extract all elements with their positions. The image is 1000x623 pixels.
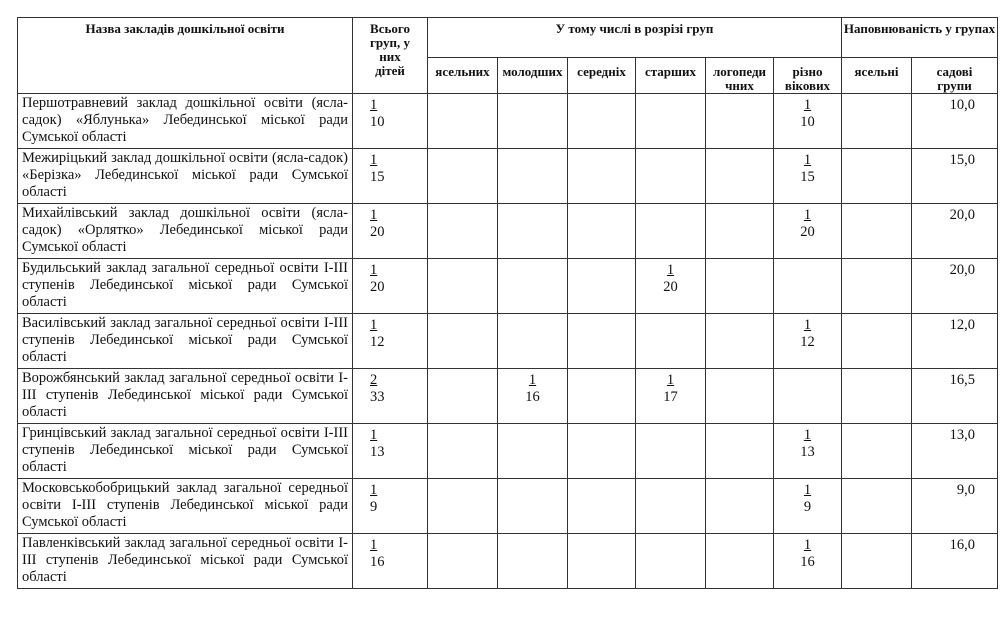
institution-name: Першотравневий заклад дошкільної освіти (ясла-садок) «Яблунька» Лебединської міської ради Сумської області — [18, 94, 353, 149]
institution-name: Василівський заклад загальної середньої освіти І-ІІІ ступенів Лебединської міської ради Сумської області — [18, 314, 353, 369]
fill-nursery-cell — [842, 149, 912, 204]
middle-cell — [568, 204, 636, 259]
speech-cell — [706, 94, 774, 149]
fill-nursery-cell — [842, 369, 912, 424]
mixed-age-cell — [774, 369, 842, 424]
fill-nursery-cell — [842, 534, 912, 589]
younger-cell — [498, 314, 568, 369]
younger-cell — [498, 424, 568, 479]
table-row — [18, 314, 998, 369]
fill-nursery-cell — [842, 204, 912, 259]
older-cell — [636, 479, 706, 534]
table-row — [18, 204, 998, 259]
younger-cell — [498, 94, 568, 149]
table-row — [18, 424, 998, 479]
table-row — [18, 94, 998, 149]
total-cell: 2 33 — [353, 369, 428, 424]
fill-nursery-cell — [842, 259, 912, 314]
nursery-cell — [428, 149, 498, 204]
table-row — [18, 369, 998, 424]
fill-nursery-cell — [842, 314, 912, 369]
speech-cell — [706, 479, 774, 534]
nursery-cell — [428, 424, 498, 479]
older-cell — [636, 424, 706, 479]
fill-kindergarten-cell: 20,0 — [912, 259, 998, 314]
preschool-groups-table — [17, 17, 998, 589]
header-younger: молодших — [498, 58, 568, 94]
mixed-age-cell: 1 20 — [774, 204, 842, 259]
mixed-age-cell: 1 10 — [774, 94, 842, 149]
mixed-age-cell: 1 16 — [774, 534, 842, 589]
total-cell: 1 20 — [353, 259, 428, 314]
middle-cell — [568, 534, 636, 589]
nursery-cell — [428, 479, 498, 534]
speech-cell — [706, 204, 774, 259]
fill-kindergarten-cell: 20,0 — [912, 204, 998, 259]
speech-cell — [706, 314, 774, 369]
younger-cell: 1 16 — [498, 369, 568, 424]
speech-cell — [706, 534, 774, 589]
younger-cell — [498, 534, 568, 589]
fill-nursery-cell — [842, 424, 912, 479]
middle-cell — [568, 479, 636, 534]
nursery-cell — [428, 94, 498, 149]
older-cell — [636, 94, 706, 149]
fill-kindergarten-cell: 16,5 — [912, 369, 998, 424]
header-name: Назва закладів дошкільної освіти — [18, 18, 353, 94]
fill-kindergarten-cell: 13,0 — [912, 424, 998, 479]
middle-cell — [568, 369, 636, 424]
middle-cell — [568, 259, 636, 314]
fill-kindergarten-cell: 10,0 — [912, 94, 998, 149]
total-cell: 1 15 — [353, 149, 428, 204]
mixed-age-cell: 1 13 — [774, 424, 842, 479]
institution-name: Гринцівський заклад загальної середньої освіти І-ІІІ ступенів Лебединської міської ради Сумської області — [18, 424, 353, 479]
header-fill: Наповнюваність у групах — [842, 18, 998, 58]
total-cell: 1 10 — [353, 94, 428, 149]
total-cell: 1 16 — [353, 534, 428, 589]
fill-kindergarten-cell: 12,0 — [912, 314, 998, 369]
speech-cell — [706, 259, 774, 314]
institution-name: Межиріцький заклад дошкільної освіти (ясла-садок) «Берізка» Лебединської міської ради Сумської області — [18, 149, 353, 204]
header-total: Всього груп, у них дітей — [353, 18, 428, 94]
table-row — [18, 479, 998, 534]
mixed-age-cell: 1 9 — [774, 479, 842, 534]
middle-cell — [568, 314, 636, 369]
mixed-age-cell — [774, 259, 842, 314]
speech-cell — [706, 149, 774, 204]
nursery-cell — [428, 259, 498, 314]
institution-name: Михайлівський заклад дошкільної освіти (ясла-садок) «Орлятко» Лебединської міської ради Сумської області — [18, 204, 353, 259]
header-fill-kindergarten: садові групи — [912, 58, 998, 94]
nursery-cell — [428, 369, 498, 424]
younger-cell — [498, 149, 568, 204]
institution-name: Московськобобрицький заклад загальної середньої освіти І-ІІІ ступенів Лебединської міської ради Сумської області — [18, 479, 353, 534]
older-cell: 1 17 — [636, 369, 706, 424]
fill-nursery-cell — [842, 94, 912, 149]
table-row — [18, 534, 998, 589]
table-row — [18, 149, 998, 204]
fill-nursery-cell — [842, 479, 912, 534]
nursery-cell — [428, 204, 498, 259]
younger-cell — [498, 204, 568, 259]
header-groups: У тому числі в розрізі груп — [428, 18, 842, 58]
middle-cell — [568, 94, 636, 149]
header-speech: логопеди чних — [706, 58, 774, 94]
nursery-cell — [428, 314, 498, 369]
fill-kindergarten-cell: 15,0 — [912, 149, 998, 204]
older-cell: 1 20 — [636, 259, 706, 314]
fill-kindergarten-cell: 9,0 — [912, 479, 998, 534]
header-middle: середніх — [568, 58, 636, 94]
mixed-age-cell: 1 12 — [774, 314, 842, 369]
fill-kindergarten-cell: 16,0 — [912, 534, 998, 589]
header-nursery: ясельних — [428, 58, 498, 94]
institution-name: Будильський заклад загальної середньої освіти І-ІІІ ступенів Лебединської міської ради Сумської області — [18, 259, 353, 314]
table-row — [18, 259, 998, 314]
younger-cell — [498, 259, 568, 314]
middle-cell — [568, 424, 636, 479]
speech-cell — [706, 369, 774, 424]
total-cell: 1 9 — [353, 479, 428, 534]
speech-cell — [706, 424, 774, 479]
mixed-age-cell: 1 15 — [774, 149, 842, 204]
older-cell — [636, 314, 706, 369]
older-cell — [636, 204, 706, 259]
header-older: старших — [636, 58, 706, 94]
older-cell — [636, 534, 706, 589]
total-cell: 1 20 — [353, 204, 428, 259]
header-mixed-age: різно вікових — [774, 58, 842, 94]
header-fill-nursery: ясельні — [842, 58, 912, 94]
younger-cell — [498, 479, 568, 534]
nursery-cell — [428, 534, 498, 589]
middle-cell — [568, 149, 636, 204]
total-cell: 1 12 — [353, 314, 428, 369]
total-cell: 1 13 — [353, 424, 428, 479]
institution-name: Павленківський заклад загальної середньої освіти І-ІІІ ступенів Лебединської міської ради Сумської області — [18, 534, 353, 589]
institution-name: Ворожбянський заклад загальної середньої освіти І-ІІІ ступенів Лебединської міської ради Сумської області — [18, 369, 353, 424]
older-cell — [636, 149, 706, 204]
